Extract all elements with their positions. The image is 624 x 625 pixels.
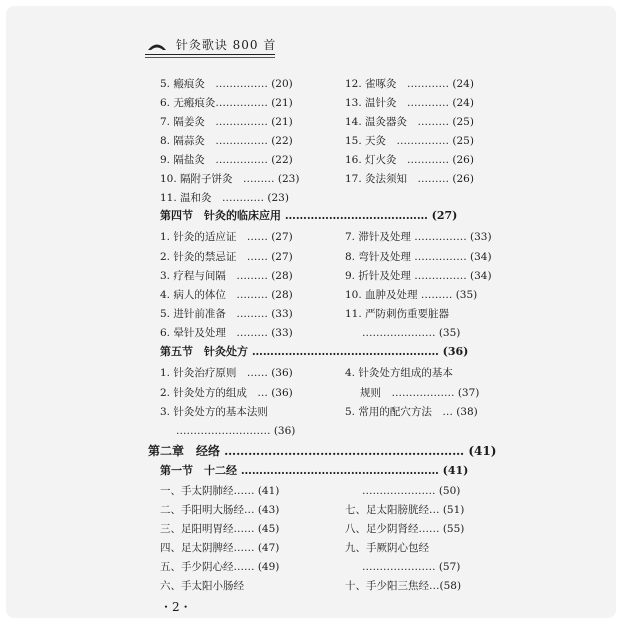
toc-entry: 3. 针灸处方的基本法则 bbox=[160, 406, 268, 418]
header-title: 针灸歌诀 800 首 bbox=[175, 38, 277, 52]
toc-entry: 10. 血肿及处理 ……… (35) bbox=[345, 289, 478, 301]
toc-entry: 规则 ……………… (37) bbox=[360, 387, 480, 399]
toc-entry: 5. 进针前准备 ……… (33) bbox=[160, 308, 293, 320]
section-heading: 第五节 针灸处方 …………………………………………… (36) bbox=[160, 345, 469, 358]
toc-entry: ………………… (35) bbox=[362, 327, 461, 339]
toc-entry: 9. 隔盐灸 …………… (22) bbox=[160, 154, 293, 166]
toc-entry: 17. 灸法须知 ……… (26) bbox=[345, 173, 474, 185]
section-heading: 第四节 针灸的临床应用 ………………………………… (27) bbox=[160, 209, 458, 222]
toc-entry: 七、足太阳膀胱经… (51) bbox=[345, 504, 465, 516]
toc-entry: 2. 针灸的禁忌证 …… (27) bbox=[160, 251, 293, 263]
toc-entry: 十、手少阳三焦经…(58) bbox=[345, 580, 462, 592]
toc-entry: ………………… (50) bbox=[362, 485, 461, 497]
toc-entry: 11. 温和灸 ………… (23) bbox=[160, 192, 289, 204]
section-heading: 第一节 十二经 ……………………………………………… (41) bbox=[160, 464, 469, 477]
toc-entry: 四、足太阴脾经…… (47) bbox=[160, 542, 280, 554]
toc-entry: 13. 温针灸 ………… (24) bbox=[345, 97, 474, 109]
toc-entry: 2. 针灸处方的组成 … (36) bbox=[160, 387, 293, 399]
toc-entry: 8. 隔蒜灸 …………… (22) bbox=[160, 135, 293, 147]
toc-entry: 9. 折针及处理 …………… (34) bbox=[345, 270, 492, 282]
toc-entry: ………………… (57) bbox=[362, 561, 461, 573]
toc-entry: 八、足少阴肾经…… (55) bbox=[345, 523, 465, 535]
toc-entry: 12. 雀啄灸 ………… (24) bbox=[345, 78, 474, 90]
toc-entry: 二、手阳明大肠经… (43) bbox=[160, 504, 280, 516]
toc-entry: 14. 温灸器灸 ……… (25) bbox=[345, 116, 474, 128]
toc-entry: 5. 瘢痕灸 …………… (20) bbox=[160, 78, 293, 90]
chapter-heading: 第二章 经络 …………………………………………………… (41) bbox=[148, 444, 497, 458]
toc-entry: 11. 严防刺伤重要脏器 bbox=[345, 308, 450, 320]
toc-entry: 三、足阳明胃经…… (45) bbox=[160, 523, 280, 535]
toc-entry: 1. 针灸治疗原则 …… (36) bbox=[160, 367, 293, 379]
toc-entry: 4. 针灸处方组成的基本 bbox=[345, 367, 453, 379]
toc-entry: 一、手太阴肺经…… (41) bbox=[160, 485, 280, 497]
header-rule bbox=[145, 54, 275, 55]
toc-entry: 4. 病人的体位 ……… (28) bbox=[160, 289, 293, 301]
toc-entry: 五、手少阴心经…… (49) bbox=[160, 561, 280, 573]
toc-entry: 7. 滞针及处理 …………… (33) bbox=[345, 231, 492, 243]
toc-entry: 1. 针灸的适应证 …… (27) bbox=[160, 231, 293, 243]
toc-entry: 10. 隔附子饼灸 ……… (23) bbox=[160, 173, 300, 185]
toc-entry: 7. 隔姜灸 …………… (21) bbox=[160, 116, 293, 128]
toc-entry: 5. 常用的配穴方法 … (38) bbox=[345, 406, 478, 418]
toc-entry: 16. 灯火灸 ………… (26) bbox=[345, 154, 474, 166]
toc-entry: 8. 弯针及处理 …………… (34) bbox=[345, 251, 492, 263]
header-rule-thin bbox=[145, 57, 275, 58]
toc-entry: 6. 无瘢痕灸…………… (21) bbox=[160, 97, 293, 109]
toc-entry: 6. 晕针及处理 ……… (33) bbox=[160, 327, 293, 339]
toc-entry: 六、手太阳小肠经 bbox=[160, 580, 244, 592]
page-number: ・2・ bbox=[160, 600, 192, 614]
toc-entry: ……………………… (36) bbox=[176, 425, 296, 437]
toc-entry: 九、手厥阴心包经 bbox=[345, 542, 429, 554]
lotus-icon bbox=[147, 41, 167, 51]
page-background bbox=[6, 6, 616, 618]
running-header bbox=[147, 36, 276, 53]
toc-entry: 15. 天灸 …………… (25) bbox=[345, 135, 474, 147]
toc-entry: 3. 疗程与间隔 ……… (28) bbox=[160, 270, 293, 282]
